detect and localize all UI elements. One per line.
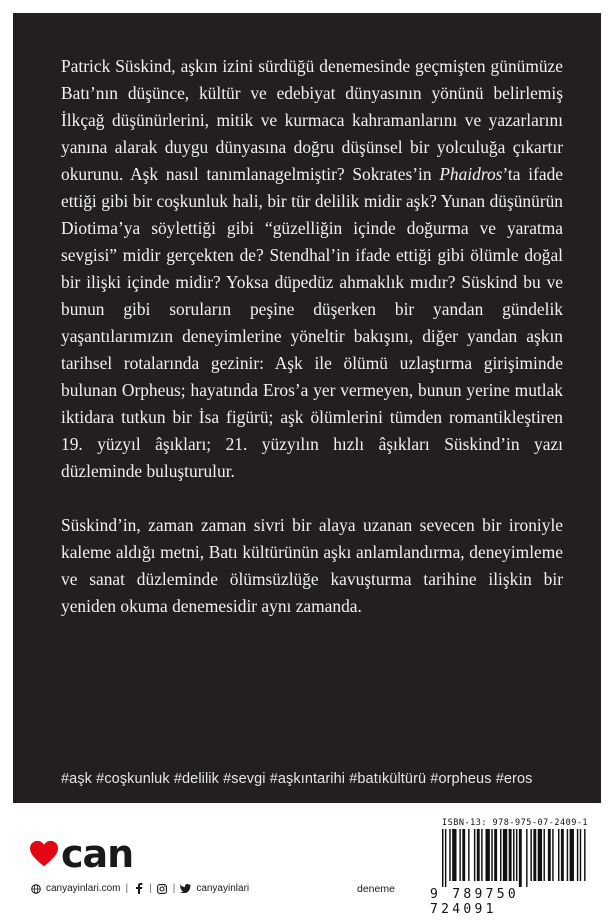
facebook-icon[interactable] [133, 883, 144, 894]
globe-icon [30, 883, 41, 894]
publisher-logo [30, 832, 134, 876]
website-link[interactable]: canyayinlari.com [46, 883, 121, 894]
publisher-footer [30, 883, 249, 894]
barcode-bar [584, 829, 585, 881]
barcode-bar [503, 829, 507, 881]
barcode-bar [486, 829, 490, 881]
twitter-icon[interactable] [180, 883, 191, 894]
barcode-bar [449, 829, 450, 881]
barcode-bar [500, 829, 501, 881]
divider: | [172, 883, 176, 894]
barcode-digits: 9 789750 724091 [430, 887, 520, 917]
barcode-bar [538, 829, 542, 881]
barcode-bar [570, 829, 574, 881]
barcode-bar [477, 829, 480, 881]
instagram-icon[interactable] [157, 883, 168, 894]
barcode-bar [544, 829, 545, 881]
social-handle[interactable]: canyayinlari [196, 883, 250, 894]
barcode-bar [445, 829, 446, 887]
blurb-paragraph-2: Süskind’in, zaman zaman sivri bir alaya uzanan sevecen bir ironiyle kaleme aldığı metni, Batı kültürünün aşkı anlamlandırma, deneyimleme ve sanat düzleminde ölümsüzlüğe kavuşturma tarihine ilişkin bir yeniden okuma denemesidir aynı zamanda. [61, 515, 563, 616]
barcode-bar [526, 829, 527, 887]
blurb-p1-part-a: Patrick Süskind, aşkın izini sürdüğü denemesinde geçmişten günümüze Batı’nın düşünce, kültür ve edebiyat dünyasının yönünü belirlemiş İlkçağ düşünürlerini, mitik ve kurmaca kahramanlarını ve yazarlarını yanına alarak duygu dünyasına doğru düşünsel bir yolculuğa çıkartır okurunu. Aşk nasıl tanımlanagelmiştir? Sokrates’in [61, 56, 563, 184]
divider: | [149, 883, 152, 894]
barcode-bar [459, 829, 460, 881]
barcode-bar [462, 829, 465, 881]
divider: | [125, 883, 129, 894]
barcode-bar [552, 829, 553, 881]
hashtags: #aşk #coşkunluk #delilik #sevgi #aşkıntarihi #batıkültürü #orpheus #eros [61, 771, 533, 787]
blurb-p1-italic-title: Phaidros [439, 164, 503, 184]
genre-label: deneme [357, 883, 395, 895]
barcode-bar [481, 829, 482, 881]
barcode-bar [558, 829, 559, 881]
barcode-bar [519, 829, 522, 887]
barcode-bar [442, 829, 443, 887]
isbn-label: ISBN-13: 978-975-07-2409-1 [442, 818, 589, 828]
barcode-bar [580, 829, 581, 881]
barcode-bar [533, 829, 536, 881]
back-cover-panel [13, 13, 601, 803]
barcode-bar [577, 829, 578, 881]
blurb-p1-part-b: ’ta ifade ettiği gibi bir coşkunluk hali, bir tür delilik midir aşk? Yunan düşünürün Diotima’ya söylettiği gibi “güzelliğin içinde doğurma ve yaratma sevgisi” midir gerçekten de? Stendhal’in ifade ettiği gibi ölümle doğal bir ilişki içinde midir? Yoksa düpedüz ahmaklık mıdır? Süskind bu ve bunun gibi soruların peşine düşerken bir yandan gündelik yaşantılarımızın deneyimlerine yöneltir bakışını, diğer yandan aşkın tarihsel rotalarında gezinir: Aşk ile ölümü uzlaştırma girişiminde bulunan Orpheus; hayatında Eros’a yer vermeyen, bunun yerine mutlak iktidara tutkun bir İsa figürü; aşk ölümlerini tümden romantikleştiren 19. yüzyıl âşıkları; 21. yüzyılın hızlı âşıkları Süskind’in yazı düzleminde buluşturulur. [61, 164, 563, 481]
barcode-bars [428, 829, 598, 889]
barcode-bar [516, 829, 517, 881]
barcode-bar [468, 829, 469, 881]
logo-wordmark: can [61, 832, 134, 876]
barcode-bar [494, 829, 497, 881]
blurb-paragraph-1 [61, 53, 563, 485]
barcode-bar [452, 829, 456, 881]
isbn-barcode [428, 817, 598, 917]
barcode-bar [567, 829, 568, 881]
barcode-bar [530, 829, 531, 881]
barcode-bar [548, 829, 551, 881]
blurb-text [61, 53, 563, 647]
barcode-bar [513, 829, 514, 881]
heart-icon [30, 840, 58, 868]
barcode-bar [491, 829, 492, 881]
barcode-bar [509, 829, 512, 881]
barcode-bar [561, 829, 564, 881]
barcode-bar [474, 829, 475, 881]
